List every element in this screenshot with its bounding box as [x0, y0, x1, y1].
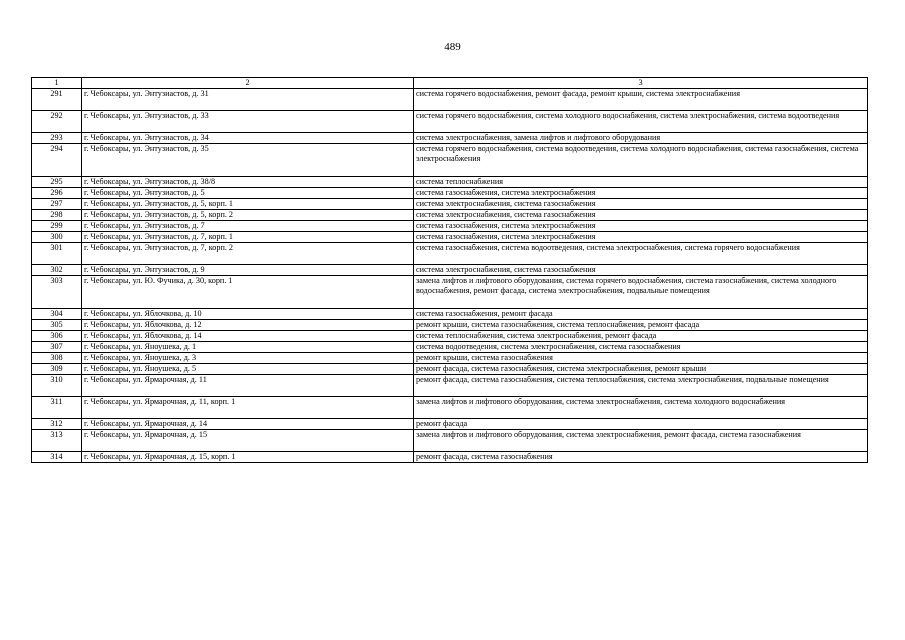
table-row	[32, 144, 868, 177]
row-address: г. Чебоксары, ул. Ярмарочная, д. 14	[82, 419, 414, 430]
work-list-table	[31, 77, 868, 463]
table-row	[32, 243, 868, 265]
row-number: 292	[32, 111, 82, 133]
row-number: 303	[32, 276, 82, 309]
row-systems: система теплоснабжения, система электроснабжения, ремонт фасада	[414, 331, 868, 342]
table-row	[32, 375, 868, 397]
table-row	[32, 232, 868, 243]
row-number: 309	[32, 364, 82, 375]
row-systems: замена лифтов и лифтового оборудования, система электроснабжения, система холодного водоснабжения	[414, 397, 868, 419]
row-address: г. Чебоксары, ул. Энтузиастов, д. 7, корп. 1	[82, 232, 414, 243]
row-systems: ремонт фасада, система газоснабжения, система теплоснабжения, система электроснабжения, подвальные помещения	[414, 375, 868, 397]
table-row	[32, 419, 868, 430]
table-header-row	[32, 78, 868, 89]
row-address: г. Чебоксары, ул. Ю. Фучика, д. 30, корп. 1	[82, 276, 414, 309]
row-number: 304	[32, 309, 82, 320]
row-systems: ремонт крыши, система газоснабжения	[414, 353, 868, 364]
row-systems: система горячего водоснабжения, система холодного водоснабжения, система электроснабжения, система водоотведения	[414, 111, 868, 133]
row-address: г. Чебоксары, ул. Яблочкова, д. 14	[82, 331, 414, 342]
row-number: 298	[32, 210, 82, 221]
row-number: 291	[32, 89, 82, 111]
row-address: г. Чебоксары, ул. Энтузиастов, д. 7, корп. 2	[82, 243, 414, 265]
row-systems: система газоснабжения, ремонт фасада	[414, 309, 868, 320]
row-number: 307	[32, 342, 82, 353]
row-address: г. Чебоксары, ул. Ярмарочная, д. 15	[82, 430, 414, 452]
table-row	[32, 309, 868, 320]
table-row	[32, 331, 868, 342]
row-address: г. Чебоксары, ул. Ярмарочная, д. 11, корп. 1	[82, 397, 414, 419]
row-number: 302	[32, 265, 82, 276]
row-address: г. Чебоксары, ул. Энтузиастов, д. 5, корп. 2	[82, 210, 414, 221]
row-number: 294	[32, 144, 82, 177]
table-row	[32, 177, 868, 188]
row-systems: система газоснабжения, система водоотведения, система электроснабжения, система горячего водоснабжения	[414, 243, 868, 265]
row-number: 305	[32, 320, 82, 331]
row-address: г. Чебоксары, ул. Энтузиастов, д. 35	[82, 144, 414, 177]
row-systems: система электроснабжения, система газоснабжения	[414, 210, 868, 221]
table-row	[32, 276, 868, 309]
row-systems: ремонт фасада	[414, 419, 868, 430]
table-row	[32, 353, 868, 364]
row-number: 312	[32, 419, 82, 430]
row-number: 301	[32, 243, 82, 265]
row-address: г. Чебоксары, ул. Энтузиастов, д. 34	[82, 133, 414, 144]
row-address: г. Чебоксары, ул. Энтузиастов, д. 9	[82, 265, 414, 276]
row-systems: система электроснабжения, замена лифтов и лифтового оборудования	[414, 133, 868, 144]
row-address: г. Чебоксары, ул. Энтузиастов, д. 5, корп. 1	[82, 199, 414, 210]
row-address: г. Чебоксары, ул. Энтузиастов, д. 38/8	[82, 177, 414, 188]
table-row	[32, 210, 868, 221]
row-number: 313	[32, 430, 82, 452]
row-address: г. Чебоксары, ул. Энтузиастов, д. 33	[82, 111, 414, 133]
table-row	[32, 265, 868, 276]
table-row	[32, 111, 868, 133]
table-row	[32, 221, 868, 232]
row-systems: замена лифтов и лифтового оборудования, система электроснабжения, ремонт фасада, система газоснабжения	[414, 430, 868, 452]
row-address: г. Чебоксары, ул. Яблочкова, д. 10	[82, 309, 414, 320]
row-address: г. Чебоксары, ул. Ярмарочная, д. 15, корп. 1	[82, 452, 414, 463]
column-header-systems: 3	[414, 78, 868, 89]
table-row	[32, 342, 868, 353]
row-systems: ремонт крыши, система газоснабжения, система теплоснабжения, ремонт фасада	[414, 320, 868, 331]
page-number: 489	[444, 41, 461, 53]
table-row	[32, 452, 868, 463]
row-systems: система газоснабжения, система электроснабжения	[414, 221, 868, 232]
row-address: г. Чебоксары, ул. Яноушека, д. 5	[82, 364, 414, 375]
row-address: г. Чебоксары, ул. Энтузиастов, д. 31	[82, 89, 414, 111]
row-systems: система горячего водоснабжения, система водоотведения, система холодного водоснабжения, система газоснабжения, система электроснабжения	[414, 144, 868, 177]
row-systems: система горячего водоснабжения, ремонт фасада, ремонт крыши, система электроснабжения	[414, 89, 868, 111]
row-address: г. Чебоксары, ул. Ярмарочная, д. 11	[82, 375, 414, 397]
row-address: г. Чебоксары, ул. Яблочкова, д. 12	[82, 320, 414, 331]
row-address: г. Чебоксары, ул. Яноушека, д. 1	[82, 342, 414, 353]
row-systems: ремонт фасада, система газоснабжения	[414, 452, 868, 463]
table-row	[32, 133, 868, 144]
table-row	[32, 188, 868, 199]
row-systems: система водоотведения, система электроснабжения, система газоснабжения	[414, 342, 868, 353]
row-systems: система электроснабжения, система газоснабжения	[414, 265, 868, 276]
table-row	[32, 89, 868, 111]
row-systems: система газоснабжения, система электроснабжения	[414, 232, 868, 243]
row-systems: система газоснабжения, система электроснабжения	[414, 188, 868, 199]
row-number: 293	[32, 133, 82, 144]
row-systems: ремонт фасада, система газоснабжения, система электроснабжения, ремонт крыши	[414, 364, 868, 375]
table-row	[32, 199, 868, 210]
table-row	[32, 364, 868, 375]
row-number: 300	[32, 232, 82, 243]
table-row	[32, 430, 868, 452]
column-header-address: 2	[82, 78, 414, 89]
row-systems: замена лифтов и лифтового оборудования, система горячего водоснабжения, система газоснабжения, система холодного водоснабжения, ремонт фасада, система электроснабжения, подвальные помещения	[414, 276, 868, 309]
table-row	[32, 397, 868, 419]
row-systems: система теплоснабжения	[414, 177, 868, 188]
row-address: г. Чебоксары, ул. Яноушека, д. 3	[82, 353, 414, 364]
row-number: 311	[32, 397, 82, 419]
row-number: 306	[32, 331, 82, 342]
column-header-number: 1	[32, 78, 82, 89]
table-row	[32, 320, 868, 331]
row-number: 297	[32, 199, 82, 210]
row-number: 296	[32, 188, 82, 199]
row-number: 314	[32, 452, 82, 463]
row-systems: система электроснабжения, система газоснабжения	[414, 199, 868, 210]
row-number: 299	[32, 221, 82, 232]
row-number: 295	[32, 177, 82, 188]
row-address: г. Чебоксары, ул. Энтузиастов, д. 7	[82, 221, 414, 232]
row-address: г. Чебоксары, ул. Энтузиастов, д. 5	[82, 188, 414, 199]
row-number: 310	[32, 375, 82, 397]
row-number: 308	[32, 353, 82, 364]
